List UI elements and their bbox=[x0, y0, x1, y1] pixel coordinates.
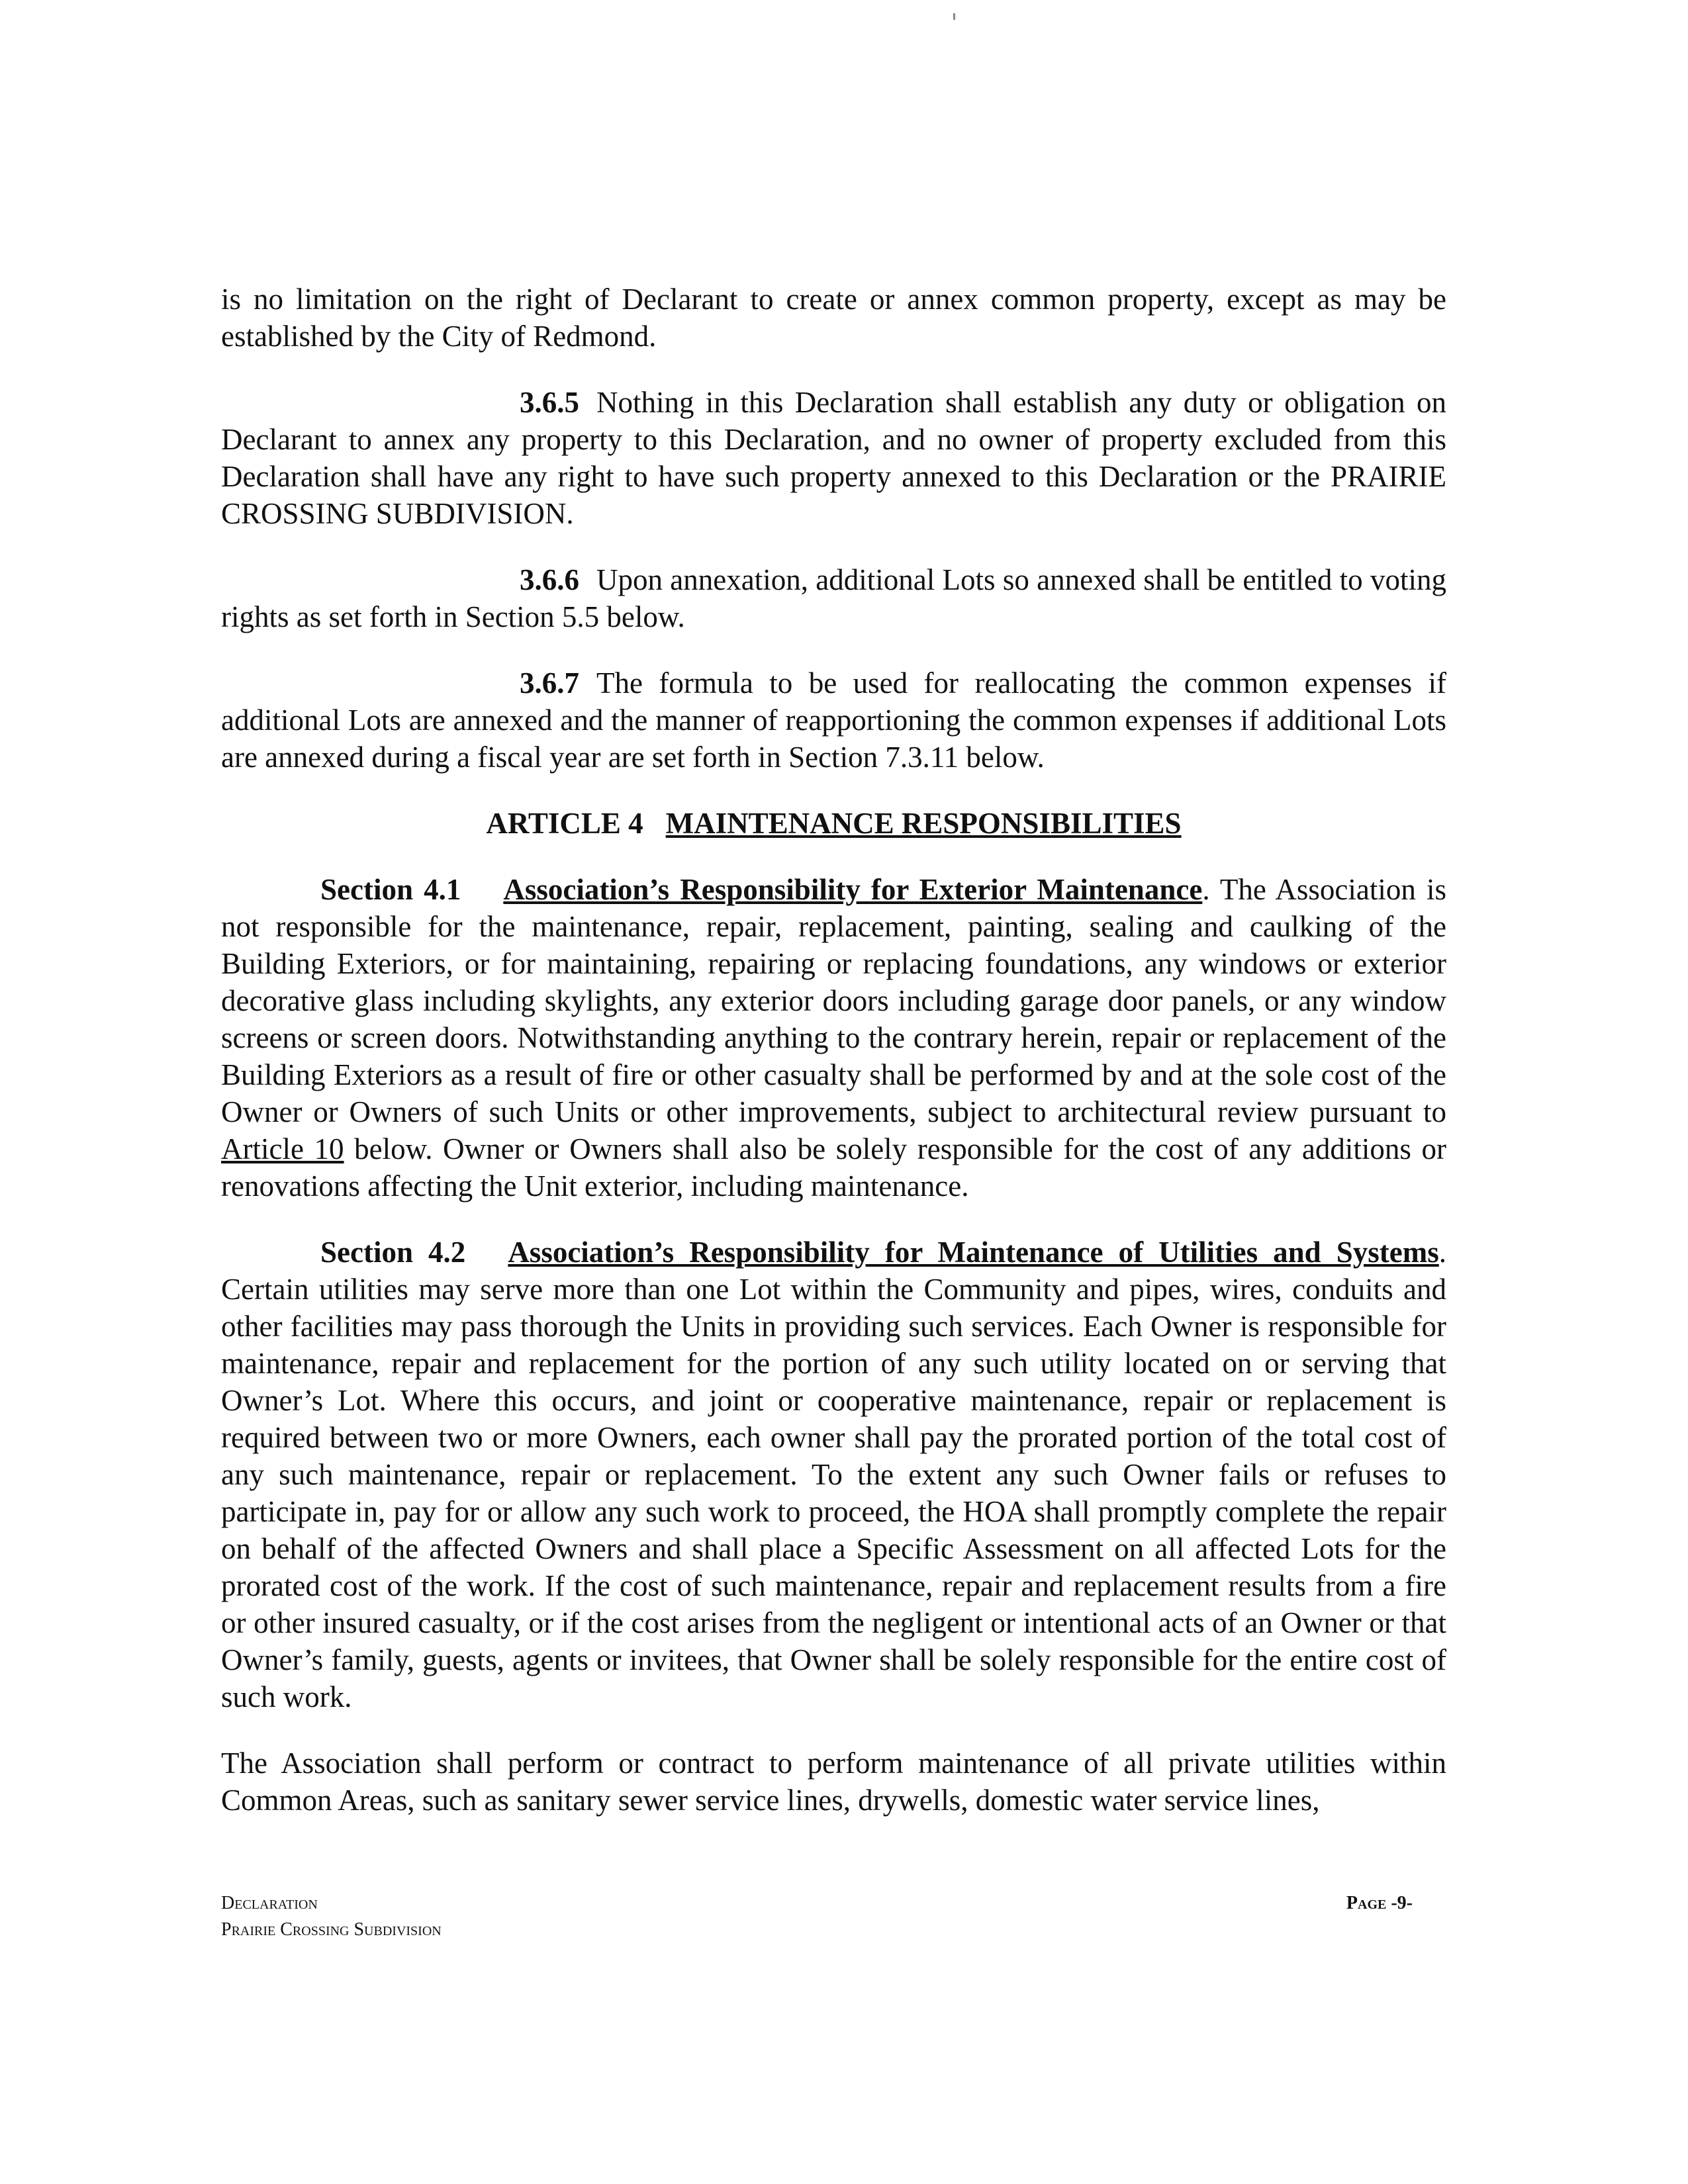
article-title: MAINTENANCE RESPONSIBILITIES bbox=[665, 807, 1182, 840]
section-title: Association’s Responsibility for Maintenance of Utilities and Systems bbox=[508, 1236, 1439, 1269]
footer-document-title: Declaration bbox=[221, 1893, 318, 1913]
article-10-reference[interactable]: Article 10 bbox=[221, 1132, 344, 1165]
page-number: Page -9- bbox=[1346, 1893, 1413, 1913]
section-label: Section 4.1 bbox=[320, 873, 461, 906]
section-title: Association’s Responsibility for Exterior Maintenance bbox=[503, 873, 1203, 906]
section-text: . The Association is not responsible for the maintenance, repair, replacement, painting, sealing and caulking of the Building Exteriors, or for maintaining, repairing or replacing foundations, any windows or exterior decorative glass including skylights, any exterior doors including garage door panels, or any window screens or screen doors. Notwithstanding anything to the contrary herein, repair or replacement of the Building Exteriors as a result of fire or other casualty shall be performed by and at the sole cost of the Owner or Owners of such Units or other improvements, subject to architectural review pursuant to bbox=[221, 873, 1446, 1128]
subsection-text: The formula to be used for reallocating the common expenses if additional Lots are annexed and the manner of reapportioning the common expenses if additional Lots are annexed during a fiscal year are set forth in Section 7.3.11 below. bbox=[221, 666, 1446, 774]
section-text-end: below. Owner or Owners shall also be solely responsible for the cost of any additions or renovations affecting the Unit exterior, including maintenance. bbox=[221, 1132, 1446, 1203]
paragraph-continuation: is no limitation on the right of Declarant to create or annex common property, except as may be established by the City of Redmond. bbox=[221, 283, 1446, 353]
scan-mark bbox=[953, 13, 955, 20]
section-text: . Certain utilities may serve more than one Lot within the Community and pipes, wires, conduits and other facilities may pass thorough the Units in providing such services. Each Owner is responsible for maintenance, repair and replacement for the portion of any such utility located on or serving that Owner’s Lot. Where this occurs, and joint or cooperative maintenance, repair or replacement is required between two or more Owners, each owner shall pay the prorated portion of the total cost of any such maintenance, repair or replacement. To the extent any such Owner fails or refuses to participate in, pay for or allow any such work to proceed, the HOA shall promptly complete the repair on behalf of the affected Owners and shall place a Specific Assessment on all affected Lots for the prorated cost of the work. If the cost of such maintenance, repair and replacement results from a fire or other insured casualty, or if the cost arises from the negligent or intentional acts of an Owner or that Owner’s family, guests, agents or invitees, that Owner shall be solely responsible for the entire cost of such work. bbox=[221, 1236, 1447, 1713]
article-label: ARTICLE 4 bbox=[486, 807, 643, 840]
subsection-text: Upon annexation, additional Lots so annexed shall be entitled to voting rights as set forth in Section 5.5 below. bbox=[221, 563, 1446, 633]
section-4-1 bbox=[221, 871, 1446, 1205]
subsection-number: 3.6.7 bbox=[520, 666, 579, 700]
footer-subdivision-name: Prairie Crossing Subdivision bbox=[221, 1919, 442, 1940]
section-4-2 bbox=[221, 1234, 1446, 1715]
page-footer bbox=[221, 1890, 1413, 1943]
subsection-3-6-5 bbox=[221, 384, 1446, 532]
paragraph-common-areas: The Association shall perform or contract to perform maintenance of all private utilities within Common Areas, such as sanitary sewer service lines, drywells, domestic water service lines, bbox=[221, 1747, 1446, 1817]
subsection-3-6-6 bbox=[221, 561, 1446, 635]
section-label: Section 4.2 bbox=[320, 1236, 466, 1269]
article-heading bbox=[221, 805, 1446, 842]
subsection-text: Nothing in this Declaration shall establish any duty or obligation on Declarant to annex any property to this Declaration, and no owner of property excluded from this Declaration shall have any right to have such property annexed to this Declaration or the PRAIRIE CROSSING SUBDIVISION. bbox=[221, 386, 1446, 530]
subsection-number: 3.6.6 bbox=[520, 563, 579, 596]
body-text bbox=[221, 281, 1446, 1819]
subsection-number: 3.6.5 bbox=[520, 386, 579, 419]
subsection-3-6-7 bbox=[221, 664, 1446, 776]
